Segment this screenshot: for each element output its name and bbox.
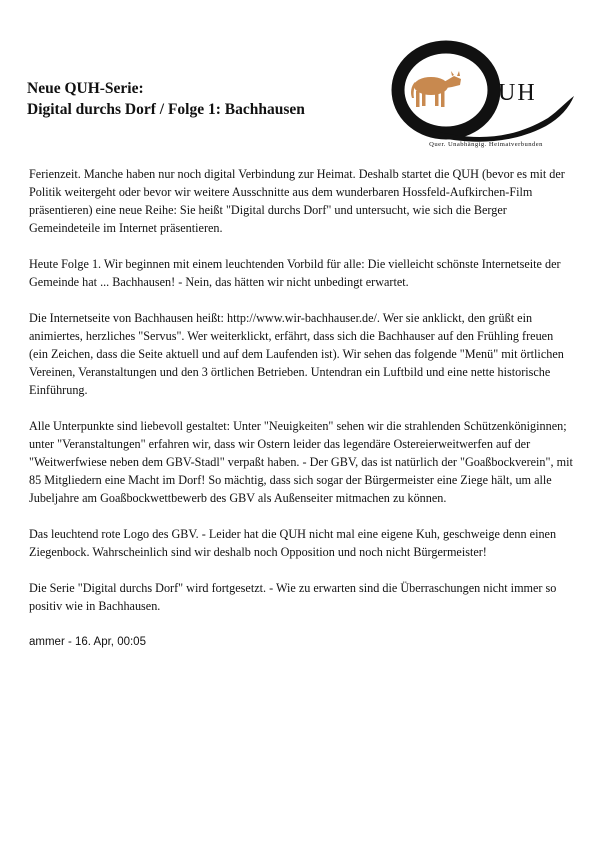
paragraph-2: Heute Folge 1. Wir beginnen mit einem leuchtenden Vorbild für alle: Die vielleicht schönste Internetseite der Gemeinde hat ... Bachhausen! - Nein, das hätten wir nicht unbedingt erwartet.: [29, 257, 561, 289]
paragraph-5: Das leuchtend rote Logo des GBV. - Leider hat die QUH nicht mal eine eigene Kuh, geschweige denn einen Ziegenbock. Wahrscheinlich sind wir deshalb noch Opposition und noch nicht Bürgermeister!: [29, 527, 557, 559]
logo-tagline: Quer. Unabhängig. Heimatverbunden: [429, 141, 543, 148]
title-line-1: Neue QUH-Serie:: [27, 80, 144, 97]
article-title: [27, 78, 387, 120]
paragraph-6: Die Serie "Digital durchs Dorf" wird fortgesetzt. - Wie zu erwarten sind die Überraschungen nicht immer so positiv wie in Bachhausen.: [29, 581, 557, 613]
cow-icon: [411, 71, 461, 107]
paragraph-4: Alle Unterpunkte sind liebevoll gestaltet: Unter "Neuigkeiten" sehen wir die strahlenden Schützenköniginnen; unter "Veranstaltungen" erfahren wir, dass wir Ostern leider das legendäre Ostereierweitwerfen auf der "Weitwerfwiese neben dem GBV-Stadl" verpaßt haben. - Der GBV, das ist natürlich der "Goaßbockverein", mit 85 Mitgliedern eine Macht im Dorf! So mächtig, dass sich sogar der Bürgermeister eine Ziege hält, um alle Jubeljahre am Goaßbockwettbewerb des GBV als Außenseiter mitmachen zu können.: [29, 419, 573, 505]
logo-wordmark: UH: [498, 80, 537, 106]
paragraph-3: Die Internetseite von Bachhausen heißt: http://www.wir-bachhauser.de/. Wer sie anklickt, den grüßt ein animiertes, herzliches "Servus". Wer weiterklickt, erfährt, dass sich die Bachhauser auf den Frühling freuen (ein Zeichen, dass die Seite aktuell und auf dem Laufenden ist). Wir sehen das folgende "Menü" mit örtlichen Vereinen, Veranstaltungen und den 3 örtlichen Betrieben. Untendran ein Luftbild und eine nette historische Einführung.: [29, 311, 564, 397]
paragraph-1: Ferienzeit. Manche haben nur noch digital Verbindung zur Heimat. Deshalb startet die QUH (bevor es mit der Politik weitergeht oder bevor wir weitere Ausschnitte aus dem wunderbaren Hossfeld-Aufkirchen-Film präsentieren) eine neue Reihe: Sie heißt "Digital durchs Dorf" und untersucht, wie sich die Berger Gemeindeteile im Internet präsentieren.: [29, 167, 565, 235]
title-line-2: Digital durchs Dorf / Folge 1: Bachhausen: [27, 101, 305, 118]
article-body: [29, 165, 574, 669]
quh-logo: [388, 38, 584, 158]
author-signature: ammer - 16. Apr, 00:05: [29, 636, 146, 648]
